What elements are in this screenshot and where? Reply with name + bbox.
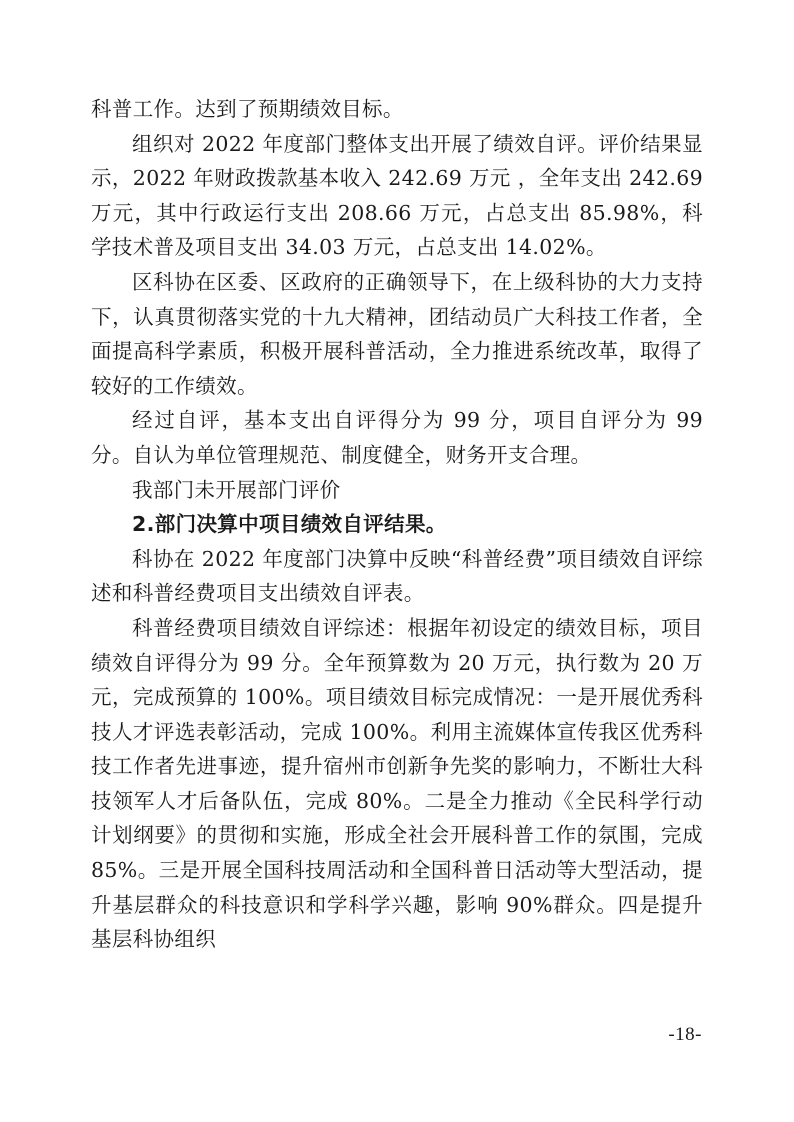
section-heading: 2.部门决算中项目绩效自评结果。	[132, 512, 447, 537]
paragraph-work-performance: 区科协在区委、区政府的正确领导下，在上级科协的大力支持下，认真贯彻落实党的十九大精神，团结动员广大科技工作者，全面提高科学素质，积极开展科普活动，全力推进系统改革，取得了较好的工作绩效。	[91, 269, 703, 398]
paragraph-overall-expenditure: 组织对 2022 年度部门整体支出开展了绩效自评。评价结果显示，2022 年财政拨款基本收入 242.69 万元 ，全年支出 242.69 万元，其中行政运行支出 208.66 万元，占总支出 85.98%，科学技术普及项目支出 34.03 万元，占总支出 14.02%。	[91, 131, 703, 260]
paragraph-self-evaluation-score: 经过自评，基本支出自评得分为 99 分，项目自评分为 99 分。自认为单位管理规范、制度健全，财务开支合理。	[91, 408, 703, 467]
document-body	[91, 92, 703, 957]
paragraph-project-summary-intro: 科协在 2022 年度部门决算中反映“科普经费”项目绩效自评综述和科普经费项目支出绩效自评表。	[91, 546, 703, 606]
paragraph-department-evaluation: 我部门未开展部门评价	[132, 477, 341, 502]
paragraph-project-summary: 科普经费项目绩效自评综述：根据年初设定的绩效目标，项目绩效自评得分为 99 分。全年预算数为 20 万元，执行数为 20 万元，完成预算的 100%。项目绩效目标完成情况：一是开展优秀科技人才评选表彰活动，完成 100%。利用主流媒体宣传我区优秀科技工作者先进事迹，提升宿州市创新争先奖的影响力，不断壮大科技领军人才后备队伍，完成 80%。二是全力推动《全民科学行动计划纲要》的贯彻和实施，形成全社会开展科普工作的氛围，完成 85%。三是开展全国科技周活动和全国科普日活动等大型活动，提升基层群众的科技意识和学科学兴趣，影响 90%群众。四是提升基层科协组织	[91, 615, 703, 952]
paragraph-continuation: 科普工作。达到了预期绩效目标。	[91, 97, 404, 121]
page-number: -18-	[668, 1024, 702, 1045]
